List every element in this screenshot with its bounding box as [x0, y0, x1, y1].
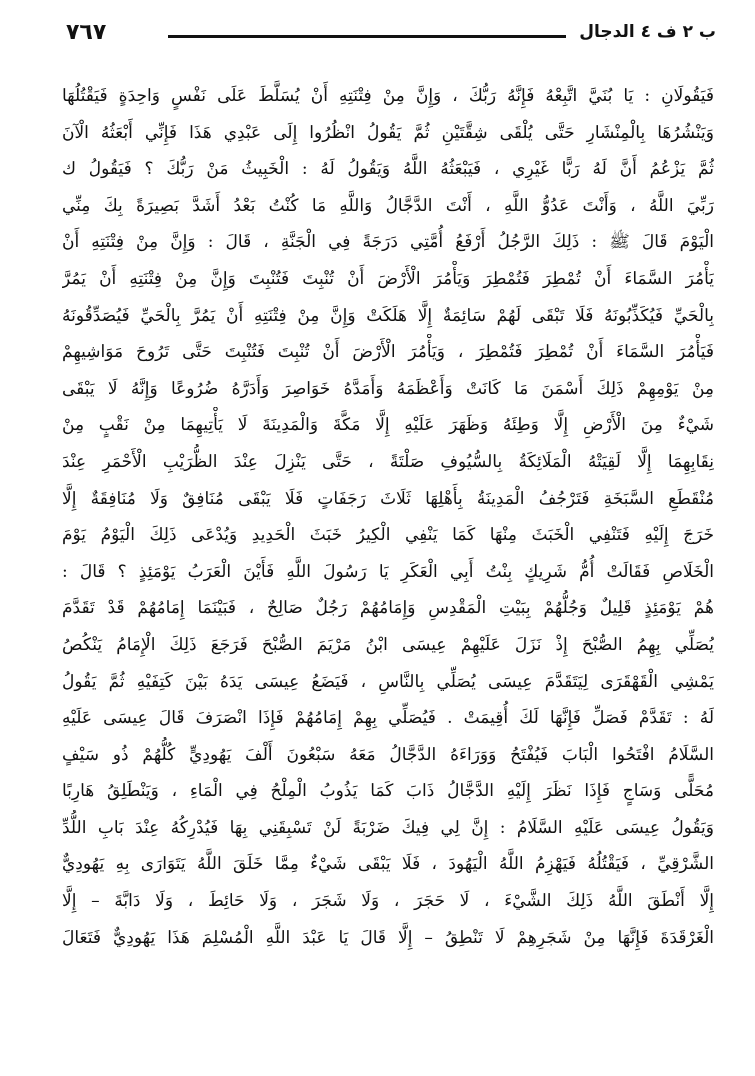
text-line: السَّلَامُ افْتَحُوا الْبَابَ فَيُفْتَحُ وَوَرَاءَهُ الدَّجَّالُ مَعَهُ سَبْعُونَ أَلْفَ يَهُودِيٍّ كُلُّهُمْ ذُو سَيْفٍ — [62, 744, 714, 765]
text-line: إِلَّا أَنْطَقَ اللَّهُ ذَلِكَ الشَّيْءَ ، لَا حَجَرَ ، وَلَا شَجَرَ ، وَلَا حَائِطَ ، وَلَا دَابَّةَ – إِلَّا — [62, 891, 714, 912]
text-line: يَمْشِي الْقَهْقَرَى لِيَتَقَدَّمَ عِيسَى يُصَلِّي بِالنَّاسِ ، فَيَضَعُ عِيسَى يَدَهُ بَيْنَ كَتِفَيْهِ ثُمَّ يَقُولُ — [62, 671, 714, 692]
text-line: هُمْ يَوْمَئِذٍ قَلِيلٌ وَجُلُّهُمْ بِبَيْتِ الْمَقْدِسِ وَإِمَامُهُمْ رَجُلٌ صَالِحٌ ، فَبَيْنَمَا إِمَامُهُمْ قَدْ تَقَدَّمَ — [62, 598, 714, 619]
text-line: وَيَقُولُ عِيسَى عَلَيْهِ السَّلَامُ : إِنَّ لِي فِيكَ ضَرْبَةً لَنْ تَسْبِقَنِي بِهَا فَيُدْرِكُهُ عِنْدَ بَابِ اللُّدِّ — [62, 817, 714, 838]
text-line: لَهُ : تَقَدَّمْ فَصَلِّ فَإِنَّهَا لَكَ أُقِيمَتْ . فَيُصَلِّي بِهِمْ إِمَامُهُمْ فَإِذَا انْصَرَفَ قَالَ عِيسَى عَلَيْهِ — [62, 708, 714, 729]
text-line: مُحَلًّى وَسَاجٍ فَإِذَا نَظَرَ إِلَيْهِ الدَّجَّالُ ذَابَ كَمَا يَذُوبُ الْمِلْحُ فِي الْمَاءِ ، وَيَنْطَلِقُ هَارِبًا — [62, 781, 714, 802]
text-line: الْغَرْقَدَةَ فَإِنَّهَا مِنْ شَجَرِهِمْ لَا تَنْطِقُ – إِلَّا قَالَ يَا عَبْدَ اللَّهِ الْمُسْلِمَ هَذَا يَهُودِيٌّ فَتَعَالَ — [62, 927, 714, 948]
text-line: شَيْءٌ مِنَ الْأَرْضِ إِلَّا وَطِئَهُ وَظَهَرَ عَلَيْهِ إِلَّا مَكَّةَ وَالْمَدِينَةَ لَا يَأْتِيهِمَا مِنْ نَقْبٍ مِنْ — [62, 415, 714, 436]
text-line: الشَّرْقِيِّ ، فَيَقْتُلُهُ فَيَهْزِمُ اللَّهُ الْيَهُودَ ، فَلَا يَبْقَى شَيْءٌ مِمَّا خَلَقَ اللَّهُ يَتَوَارَى بِهِ يَهُودِيٌّ — [62, 854, 714, 875]
text-line: الْيَوْمَ قَالَ ﷺ : ذَلِكَ الرَّجُلُ أَرْفَعُ أُمَّتِي دَرَجَةً فِي الْجَنَّةِ ، قَالَ : وَإِنَّ مِنْ فِتْنَتِهِ أَنْ — [62, 232, 714, 253]
text-line: يَأْمُرَ السَّمَاءَ أَنْ تُمْطِرَ فَتُمْطِرَ وَيَأْمُرَ الْأَرْضَ أَنْ تُنْبِتَ فَتُنْبِتَ وَإِنَّ مِنْ فِتْنَتِهِ أَنْ يَمُرَّ — [62, 268, 714, 289]
text-line: رَبِّيَ اللَّهُ ، وَأَنْتَ عَدُوُّ اللَّهِ ، أَنْتَ الدَّجَّالُ وَاللَّهِ مَا كُنْتُ بَعْدُ أَشَدَّ بَصِيرَةً بِكَ مِنِّي — [62, 195, 714, 216]
text-line: خَرَجَ إِلَيْهِ فَتَنْفِي الْخَبَثَ مِنْهَا كَمَا يَنْفِي الْكِيرُ خَبَثَ الْحَدِيدِ وَيُدْعَى ذَلِكَ الْيَوْمُ يَوْمَ — [62, 525, 714, 546]
running-head: ب ٢ ف ٤ الدجال — [579, 22, 716, 42]
text-line: مِنْ يَوْمِهِمْ ذَلِكَ أَسْمَنَ مَا كَانَتْ وَأَعْظَمَهُ وَأَمَدَّهُ خَوَاصِرَ وَأَدَرَّهُ ضُرُوعًا وَإِنَّهُ لَا يَبْقَى — [62, 378, 714, 399]
text-line: فَيَأْمُرَ السَّمَاءَ أَنْ تُمْطِرَ فَتُمْطِرَ ، وَيَأْمُرَ الْأَرْضَ أَنْ تُنْبِتَ فَتُنْبِتَ حَتَّى تَرُوحَ مَوَاشِيهِمْ — [62, 342, 714, 363]
text-line: بِالْحَيِّ فَيُكَذِّبُونَهُ فَلَا تَبْقَى لَهُمْ سَائِمَةٌ إِلَّا هَلَكَتْ وَإِنَّ مِنْ فِتْنَتِهِ أَنْ يَمُرَّ بِالْحَيِّ فَيُصَدِّقُونَهُ — [62, 305, 714, 326]
text-line: يُصَلِّي بِهِمُ الصُّبْحَ إِذْ نَزَلَ عَلَيْهِمْ عِيسَى ابْنُ مَرْيَمَ الصُّبْحَ فَرَجَعَ ذَلِكَ الْإِمَامُ يَنْكُصُ — [62, 634, 714, 655]
header-rule — [168, 35, 566, 38]
text-line: مُنْقَطَعِ السَّبَخَةِ فَتَرْجُفُ الْمَدِينَةُ بِأَهْلِهَا ثَلَاثَ رَجَفَاتٍ فَلَا يَبْقَى مُنَافِقٌ وَلَا مُنَافِقَةٌ إِلَّا — [62, 488, 714, 509]
text-line: فَيَقُولَانِ : يَا بُنَيَّ اتَّبِعْهُ فَإِنَّهُ رَبُّكَ ، وَإِنَّ مِنْ فِتْنَتِهِ أَنْ يُسَلَّطَ عَلَى نَفْسٍ وَاحِدَةٍ فَيَقْتُلُهَا — [62, 86, 714, 106]
text-line: وَيَنْشُرُهَا بِالْمِنْشَارِ حَتَّى يُلْقَى شِقَّتَيْنِ ثُمَّ يَقُولُ انْظُرُوا إِلَى عَبْدِي هَذَا فَإِنِّي أَبْعَثُهُ الْآنَ — [62, 122, 714, 143]
page-number: ٧٦٧ — [66, 20, 107, 45]
text-line: نِقَابِهِمَا إِلَّا لَقِيَتْهُ الْمَلَائِكَةُ بِالسُّيُوفِ صَلْتَةً ، حَتَّى يَنْزِلَ عِنْدَ الظُّرَيْبِ الْأَحْمَرِ عِنْدَ — [62, 451, 714, 472]
page-header — [60, 18, 716, 52]
text-line: الْخَلَاصِ فَقَالَتْ أُمُّ شَرِيكٍ بِنْتُ أَبِي الْعَكَرِ يَا رَسُولَ اللَّهِ فَأَيْنَ الْعَرَبُ يَوْمَئِذٍ ؟ قَالَ : — [62, 561, 714, 582]
text-line: ثُمَّ يَزْعُمُ أَنَّ لَهُ رَبًّا غَيْرِي ، فَيَبْعَثُهُ اللَّهُ وَيَقُولُ لَهُ : الْخَبِيثُ مَنْ رَبُّكَ ؟ فَيَقُولُ ك — [62, 159, 714, 180]
text-body — [62, 78, 714, 956]
